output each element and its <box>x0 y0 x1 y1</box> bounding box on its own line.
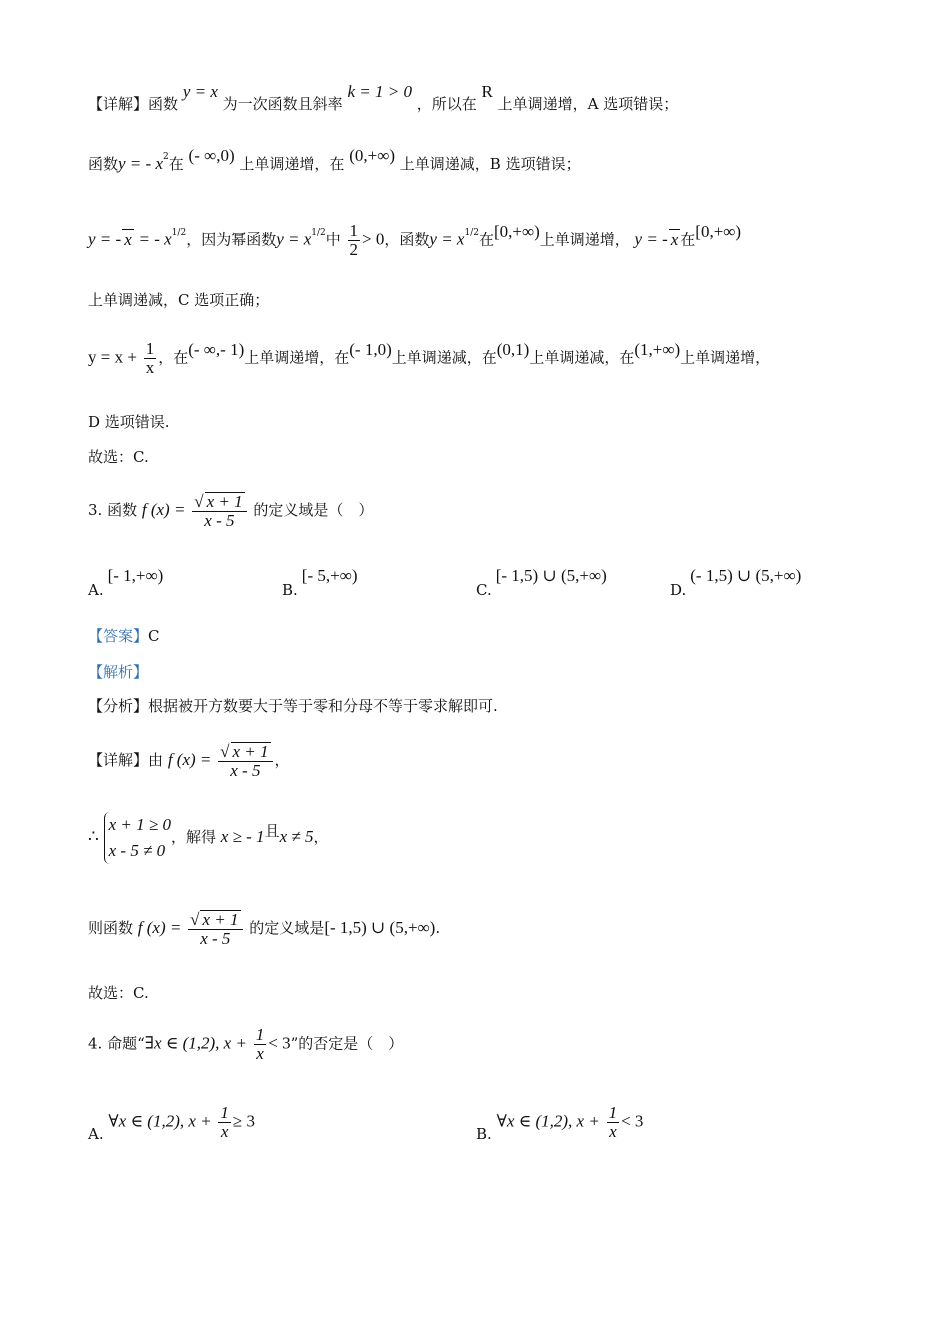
text: 的定义域是（ ） <box>253 501 374 519</box>
option-value: [- 1,5) ∪ (5,+∞) <box>495 566 607 585</box>
option-label: B. <box>476 1124 492 1143</box>
detail-line-a <box>88 82 679 114</box>
text: 上单调递增， <box>680 348 771 367</box>
math-result: [- 1,5) ∪ (5,+∞) <box>324 918 436 937</box>
text: ， <box>313 828 329 846</box>
detail-line-e <box>88 340 770 377</box>
math-y-x: y = x <box>429 229 465 249</box>
option-D[interactable] <box>670 566 802 599</box>
math-interval: (0,+∞) <box>349 146 395 165</box>
math-fraction <box>192 492 246 530</box>
option-B[interactable] <box>282 566 358 599</box>
sqrt: x + 1 <box>202 910 239 929</box>
math-fraction <box>188 910 242 948</box>
math-y: y = x + <box>88 347 137 367</box>
option-label: B. <box>282 581 298 599</box>
text: 上单调递增， <box>539 230 630 249</box>
math-sup: 2 <box>163 152 169 162</box>
math-interval: (0,1) <box>496 339 530 359</box>
analysis-tag: 【解析】 <box>88 663 149 681</box>
math-fraction <box>144 340 157 377</box>
text: 函数 <box>148 95 179 113</box>
detail-line-c <box>88 222 741 259</box>
sqrt: x + 1 <box>232 742 269 761</box>
text: 根据被开方数要大于等于零和分母不等于零求解即可. <box>148 697 498 715</box>
math-result: x ≥ - 1 <box>220 827 265 846</box>
math-sup: 1/2 <box>464 227 479 238</box>
option-C[interactable] <box>476 566 607 599</box>
frac-num: √ x + 1 <box>188 910 242 930</box>
math-interval: (- ∞,0) <box>188 146 235 165</box>
math-interval: (1,+∞) <box>634 339 681 359</box>
text: ，因为幂函数 <box>186 230 277 249</box>
text: 函数 <box>88 155 119 173</box>
detail2-line <box>88 742 290 780</box>
math-fraction <box>218 1104 231 1141</box>
frac-den: x <box>145 358 155 377</box>
frac-den: x - 5 <box>204 511 235 530</box>
text: ，在 <box>158 348 189 367</box>
math-expr: < 3 <box>268 1033 291 1053</box>
choose-line-2 <box>88 983 149 1003</box>
math-interval: (- 1,0) <box>349 339 392 359</box>
text: ， <box>274 751 290 769</box>
option-label: A. <box>88 1124 104 1143</box>
option-A[interactable] <box>88 566 164 599</box>
frac-den: x <box>609 1122 617 1141</box>
math-result: x ≠ 5 <box>279 827 314 846</box>
frac-num: √ x + 1 <box>192 492 246 512</box>
text: ”的否定是（ ） <box>290 1034 404 1053</box>
frac-num: 1 <box>145 339 155 358</box>
answer-tag: 【答案】 <box>88 627 149 645</box>
text: 在 <box>168 155 184 173</box>
math-expr: ∀x ∈ (1,2), x + <box>496 1111 600 1131</box>
math-interval: (- ∞,- 1) <box>188 339 245 359</box>
choose-line <box>88 447 149 467</box>
math-interval: [0,+∞) <box>695 221 742 241</box>
text: ，解得 <box>170 828 216 846</box>
math-y-eq-x: y = x <box>182 82 218 101</box>
fenxi-line <box>88 696 498 716</box>
text: 上单调递增，在 <box>239 155 345 173</box>
math-fraction <box>348 222 361 259</box>
math-sqrt-x: x <box>670 229 679 249</box>
text: 上单调递减，B 选项错误； <box>399 155 581 173</box>
text: 故选：C. <box>88 448 149 466</box>
math-y-neg-x2: y = - x <box>118 154 163 173</box>
question-number: 3. 函数 <box>88 501 138 519</box>
math-R: R <box>481 82 493 101</box>
math-fraction <box>218 742 272 780</box>
frac-num: 1 <box>349 221 359 240</box>
fenxi-tag: 【分析】 <box>88 697 149 715</box>
math-sup: 1/2 <box>311 227 326 238</box>
math-fraction <box>254 1026 267 1063</box>
detail-line-d <box>88 290 269 310</box>
option-label: D. <box>670 581 687 599</box>
option-value: (- 1,5) ∪ (5,+∞) <box>690 566 802 585</box>
math-y: y = - <box>634 229 668 249</box>
math-f: f (x) = <box>167 750 212 769</box>
math-eq: = - x <box>138 229 172 249</box>
option-label: C. <box>476 581 492 599</box>
math-sqrt-x: x <box>124 229 132 249</box>
text: 由 <box>148 751 164 769</box>
text: 在 <box>680 230 696 249</box>
frac-den: 2 <box>349 240 359 259</box>
math-interval: [0,+∞) <box>493 221 540 241</box>
system-line-1: x + 1 ≥ 0 <box>108 815 171 834</box>
option-value: [- 1,+∞) <box>107 566 164 585</box>
math-expr: < 3 <box>621 1111 644 1131</box>
frac-den: x - 5 <box>200 929 231 948</box>
math-f: f (x) = <box>141 500 186 519</box>
text: 在 <box>478 230 494 249</box>
text: ，函数 <box>384 230 430 249</box>
option-A[interactable] <box>88 1104 255 1141</box>
frac-num: 1 <box>220 1103 229 1122</box>
equation-system <box>104 812 171 864</box>
text: 故选：C. <box>88 984 149 1002</box>
math-y: y = - <box>88 229 122 249</box>
frac-num: 1 <box>255 1025 265 1044</box>
question-4 <box>88 1026 403 1063</box>
text: 的定义域是 <box>249 919 325 937</box>
text: 上单调递减，在 <box>391 348 497 367</box>
option-value: [- 5,+∞) <box>301 566 358 585</box>
option-B[interactable] <box>476 1104 643 1141</box>
option-label: A. <box>88 581 104 599</box>
question-number: 4. 命题“ <box>88 1034 145 1053</box>
math-expr: ∀x ∈ (1,2), x + <box>108 1111 212 1131</box>
answer-value: C <box>148 627 160 645</box>
text: 上单调递减，在 <box>529 348 635 367</box>
text: 中 <box>325 230 341 249</box>
text: 上单调递增，A 选项错误； <box>497 95 679 113</box>
text: D 选项错误. <box>88 413 170 431</box>
math-f: f (x) = <box>137 918 182 937</box>
frac-num: √ x + 1 <box>218 742 272 762</box>
frac-den: x - 5 <box>230 761 261 780</box>
therefore-symbol: ∴ <box>88 827 99 846</box>
detail-tag: 【详解】 <box>88 95 149 113</box>
detail-line-f <box>88 412 170 432</box>
math-slope: k = 1 > 0 <box>347 82 412 101</box>
text: . <box>435 919 441 937</box>
math-expr: ≥ 3 <box>232 1111 255 1131</box>
frac-num: 1 <box>608 1103 618 1122</box>
detail-tag: 【详解】 <box>88 751 149 769</box>
sqrt: x + 1 <box>206 492 243 511</box>
system-line-2: x - 5 ≠ 0 <box>108 841 166 860</box>
frac-den: x <box>220 1122 229 1141</box>
math-expr: ∃x ∈ (1,2), x + <box>144 1033 247 1053</box>
question-3 <box>88 492 373 530</box>
system-line <box>88 812 328 864</box>
frac-den: x <box>256 1044 264 1063</box>
text: 则函数 <box>88 919 134 937</box>
analysis-line <box>88 662 148 682</box>
text: 上单调递增，在 <box>244 348 350 367</box>
answer-line <box>88 626 160 646</box>
detail-line-b <box>88 146 581 177</box>
text: 上单调递减，C 选项正确； <box>88 291 270 309</box>
math-y-x: y = x <box>276 229 312 249</box>
text: 且 <box>264 822 280 840</box>
math-fraction <box>607 1104 620 1141</box>
math-gt0: > 0 <box>362 229 385 249</box>
conclusion-line <box>88 910 440 948</box>
math-sup: 1/2 <box>171 227 187 238</box>
text: ，所以在 <box>416 95 477 113</box>
text: 为一次函数且斜率 <box>222 95 343 113</box>
